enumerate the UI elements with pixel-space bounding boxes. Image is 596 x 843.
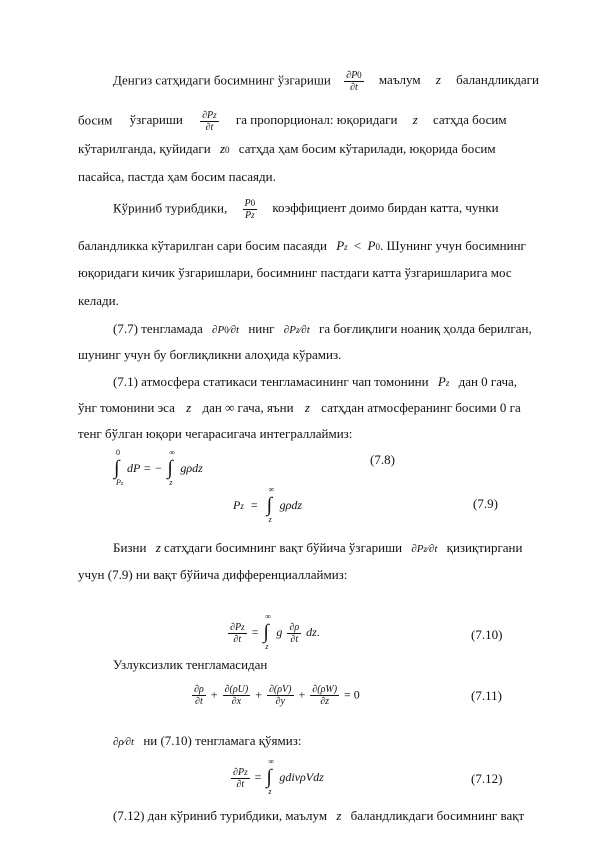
text-line: Денгиз сатҳидаги босимнинг ўзгариши $\frac{\partial P0}{\partial t}$ маълум z баландликдаги <box>113 70 539 93</box>
equation-number: (7.10) <box>471 627 503 642</box>
text-line: (7.12) дан кўриниб турибдики, маълум z баландликдаги босимнинг вақт <box>113 808 525 823</box>
text-line: баландликка кўтарилган сари босим пасаяди Pz < P0. Шунинг учун босимнинг <box>78 238 526 253</box>
equation-7-8: ∫ 0 Pz dP = − ∫ ∞ z gρdz <box>114 448 203 487</box>
text-line: (7.1) атмосфера статикаси тенгламасининг чап томонини Pz дан 0 гача, <box>113 374 518 389</box>
integral-sign: ∫ ∞ z <box>167 448 176 487</box>
fraction-P0-Pz: $\frac{P0}{Pz}$ <box>244 198 256 221</box>
integral-sign: ∫ ∞ z <box>266 485 275 524</box>
text-line: юқоридаги кичик ўзгаришлари, босимнинг пастдаги катта ўзгаришларига мос <box>78 265 512 280</box>
equation-7-10: $\frac{\partial Pz}{\partial t}$ = ∫ ∞ z g $\frac{\partial\rho}{\partial t}$ dz. <box>230 612 320 651</box>
equation-7-9: Pz = ∫ ∞ z gρdz <box>233 485 303 524</box>
equation-number: (7.8) <box>370 452 395 467</box>
text-line: Кўриниб турибдики, $\frac{P0}{Pz}$ коэффициент доимо бирдан катта, чунки <box>113 198 499 221</box>
equation-7-11: $\frac{\partial\rho}{\partial t}$ + $\frac{\partial(\rho U)}{\partial x}$ + $\frac{\partial(\rho V)}{\partial y}$ + $\frac{\partial(\rho W)}{\partial z}$ = 0 <box>194 684 360 707</box>
text-line: Бизни z сатҳдаги босимнинг вақт бўйича ўзгариши ∂Pz⁄∂t қизиқтиргани <box>113 540 523 556</box>
inline-fraction-dP0-dt: ∂P0⁄∂t <box>212 324 240 337</box>
inline-fraction-dPz-dt: ∂Pz⁄∂t <box>283 324 310 337</box>
text-line: ∂ρ⁄∂t ни (7.10) тенгламага қўямиз: <box>113 733 302 749</box>
text-line: ўнг томонини эса z дан ∞ гача, яъни z сатҳдан атмосферанинг босими 0 га <box>78 400 521 415</box>
text-line: келади. <box>78 293 119 308</box>
text-span: Денгиз сатҳидаги босимнинг ўзгариши <box>113 72 331 88</box>
equation-number: (7.9) <box>473 496 498 511</box>
text-line: шунинг учун бу боғлиқликни алоҳида кўрамиз. <box>78 347 342 362</box>
equation-7-12: $\frac{\partial Pz}{\partial t}$ = ∫ ∞ z gdivρVdz <box>233 757 324 796</box>
text-line: Узлуксизлик тенгламасидан <box>113 657 268 672</box>
fraction-dPz-dt: $\frac{\partial Pz}{\partial t}$ <box>202 110 217 133</box>
equation-number: (7.12) <box>471 771 503 786</box>
text-span: баландликдаги <box>456 72 539 88</box>
text-line: пасайса, пастда ҳам босим пасаяди. <box>78 169 276 184</box>
text-line: тенг бўлган юқори чегарасигача интеграллаймиз: <box>78 426 353 441</box>
integral-sign: ∫ 0 Pz <box>114 448 124 487</box>
integral-sign: ∫ ∞ z <box>266 757 275 796</box>
integral-sign: ∫ ∞ z <box>263 612 272 651</box>
fraction-dP0-dt: $\frac{\partial P0}{\partial t}$ <box>346 70 362 93</box>
text-line: учун (7.9) ни вақт бўйича дифференциаллаймиз: <box>78 567 348 582</box>
equation-number: (7.11) <box>471 688 502 703</box>
text-line: кўтарилганда, қуйидаги z0 сатҳда ҳам босим кўтарилади, юқорида босим <box>78 141 496 156</box>
inline-fraction-dPz-dt: ∂Pz⁄∂t <box>411 543 438 556</box>
text-line: босим ўзгариши $\frac{\partial Pz}{\partial t}$ га пропорционал: юқоридаги z сатҳда босим <box>78 110 507 133</box>
text-span: маълум <box>378 72 421 88</box>
text-line: (7.7) тенгламада ∂P0⁄∂t нинг ∂Pz⁄∂t га боғлиқлиги ноаниқ ҳолда берилган, <box>113 321 532 337</box>
inline-fraction-drho-dt: ∂ρ⁄∂t <box>113 736 135 749</box>
